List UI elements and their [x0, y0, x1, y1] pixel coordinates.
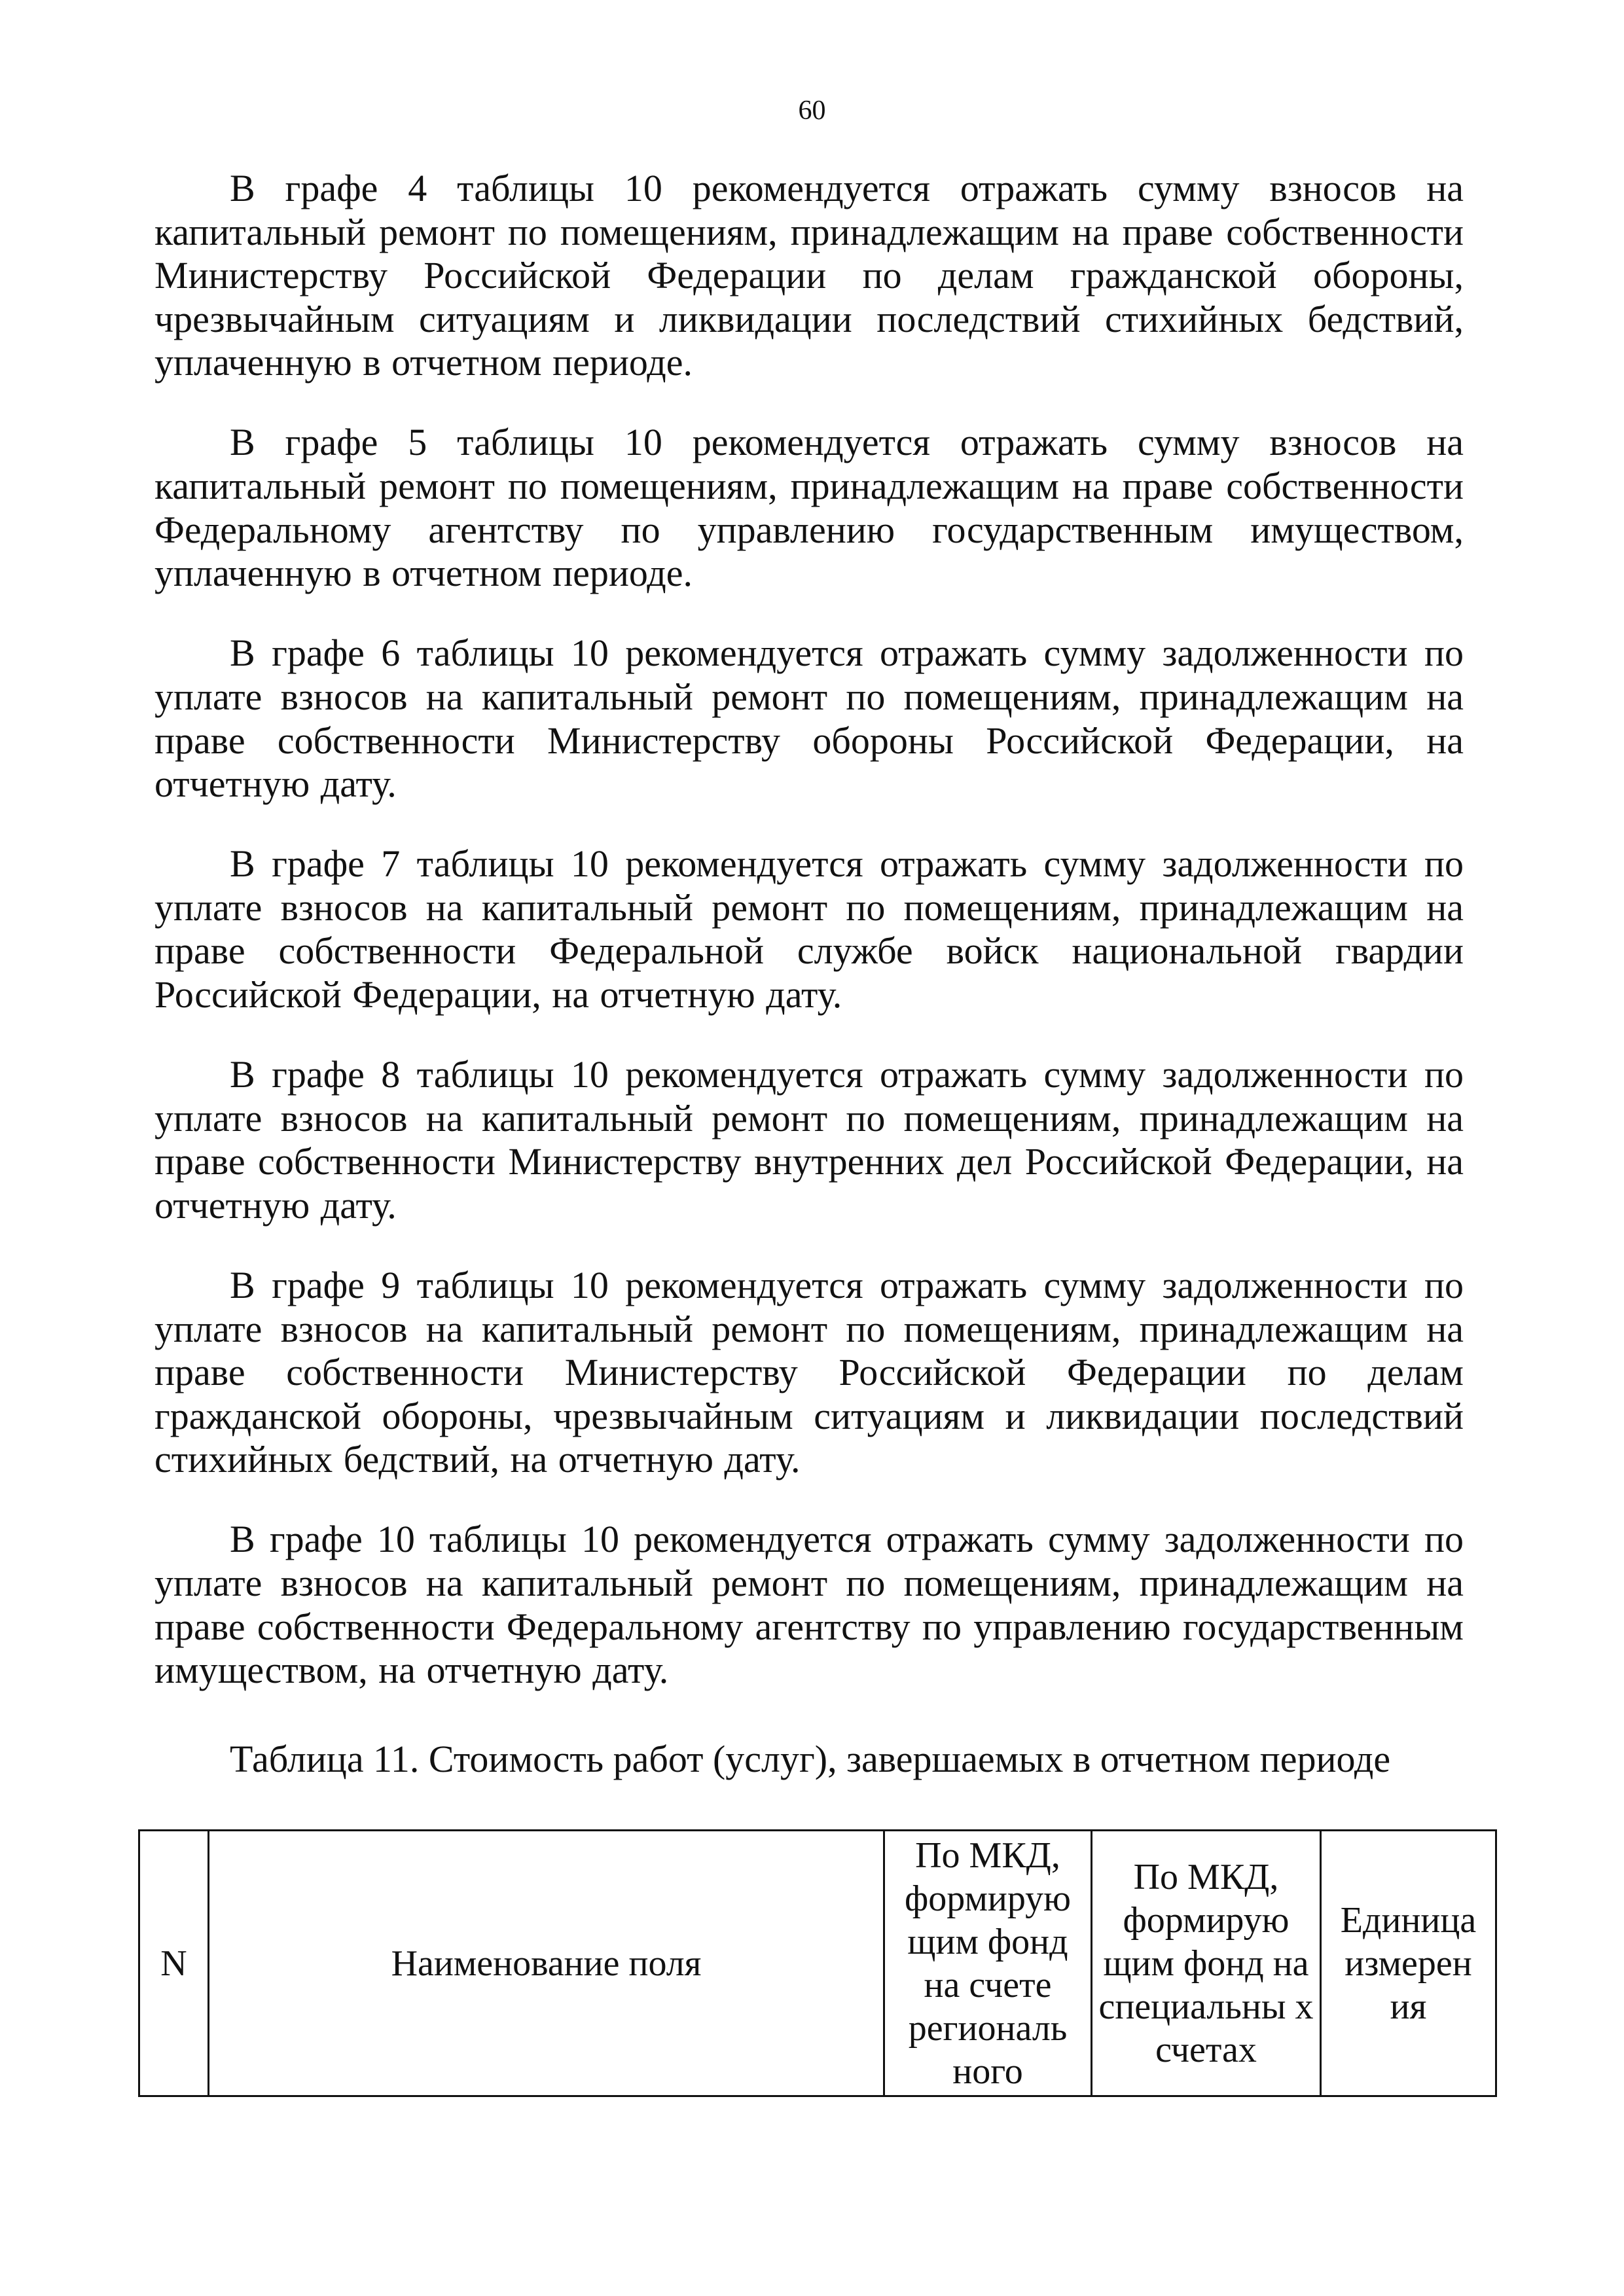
header-unit: Единица измерен ия [1321, 1831, 1496, 2096]
header-regional-account: По МКД, формирую щим фонд на счете региональ ного [884, 1831, 1092, 2096]
paragraph-column-9: В графе 9 таблицы 10 рекомендуется отражать сумму задолженности по уплате взносов на капитальный ремонт по помещениям, принадлежащим на праве собственности Министерству Российской Федерации по делам гражданской обороны, чрезвычайным ситуациям и ликвидации последствий стихийных бедствий, на отчетную дату. [154, 1263, 1464, 1481]
paragraph-column-10: В графе 10 таблицы 10 рекомендуется отражать сумму задолженности по уплате взносов на капитальный ремонт по помещениям, принадлежащим на праве собственности Федеральному агентству по управлению государственным имуществом, на отчетную дату. [154, 1518, 1464, 1692]
header-special-accounts: По МКД, формирую щим фонд на специальны х счетах [1092, 1831, 1321, 2096]
paragraph-column-5: В графе 5 таблицы 10 рекомендуется отражать сумму взносов на капитальный ремонт по помещениям, принадлежащим на праве собственности Федеральному агентству по управлению государственным имуществом, уплаченную в отчетном периоде. [154, 421, 1464, 595]
header-number: N [139, 1831, 209, 2096]
table-caption: Таблица 11. Стоимость работ (услуг), завершаемых в отчетном периоде [230, 1738, 1391, 1780]
body-text [154, 167, 1464, 1729]
paragraph-column-7: В графе 7 таблицы 10 рекомендуется отражать сумму задолженности по уплате взносов на капитальный ремонт по помещениям, принадлежащим на праве собственности Федеральной службе войск национальной гвардии Российской Федерации, на отчетную дату. [154, 842, 1464, 1016]
paragraph-column-8: В графе 8 таблицы 10 рекомендуется отражать сумму задолженности по уплате взносов на капитальный ремонт по помещениям, принадлежащим на праве собственности Министерству внутренних дел Российской Федерации, на отчетную дату. [154, 1053, 1464, 1227]
paragraph-column-6: В графе 6 таблицы 10 рекомендуется отражать сумму задолженности по уплате взносов на капитальный ремонт по помещениям, принадлежащим на праве собственности Министерству обороны Российской Федерации, на отчетную дату. [154, 632, 1464, 806]
table-header-row [139, 1831, 1496, 2096]
page-number: 60 [798, 96, 826, 126]
fields-table [138, 1829, 1497, 2097]
paragraph-column-4: В графе 4 таблицы 10 рекомендуется отражать сумму взносов на капитальный ремонт по помещениям, принадлежащим на праве собственности Министерству Российской Федерации по делам гражданской обороны, чрезвычайным ситуациям и ликвидации последствий стихийных бедствий, уплаченную в отчетном периоде. [154, 167, 1464, 384]
header-field-name: Наименование поля [209, 1831, 884, 2096]
